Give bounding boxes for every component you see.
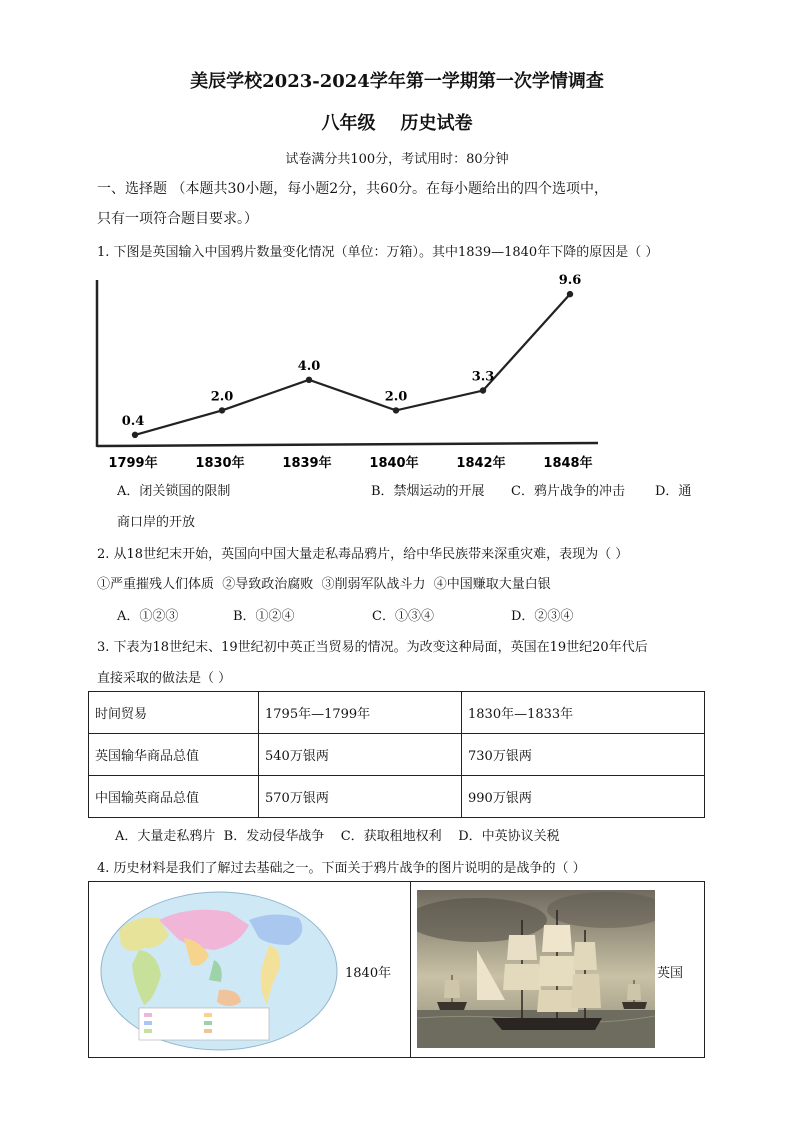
table-cell: 时间贸易 — [89, 692, 259, 734]
table-cell: 1830年—1833年 — [462, 692, 705, 734]
q2-stem: 2. 从18世纪末开始，英国向中国大量走私毒品鸦片，给中华民族带来深重灾难，表现为（ ） — [97, 547, 629, 562]
q2-option-c[interactable]: C．①③④ — [372, 609, 434, 624]
data-point — [132, 432, 138, 438]
section-heading-line2: 只有一项符合题目要求。） — [97, 211, 258, 227]
opium-line-chart — [90, 270, 610, 475]
q3-options[interactable]: A．大量走私鸦片 B．发动侵华战争 C．获取租地权利 D．中英协议关税 — [115, 829, 560, 844]
table-row — [89, 692, 705, 734]
data-label: 0.4 — [121, 413, 145, 429]
data-point — [480, 387, 486, 393]
trade-table — [88, 691, 705, 818]
data-label: 2.0 — [210, 389, 234, 405]
x-tick-label: 1799年 — [108, 456, 158, 471]
q2-option-a[interactable]: A．①②③ — [117, 609, 179, 624]
table-cell: 中国输英商品总值 — [89, 776, 259, 818]
q4-image-table — [88, 881, 705, 1058]
q1-option-b[interactable]: B．禁烟运动的开展 — [371, 484, 485, 499]
x-tick-label: 1842年 — [456, 456, 506, 471]
data-point — [306, 377, 312, 383]
q2-option-d[interactable]: D．②③④ — [511, 609, 574, 624]
table-cell: 英国输华商品总值 — [89, 734, 259, 776]
table-cell: 570万银两 — [259, 776, 462, 818]
grade-subject: 八年级 历史试卷 — [321, 113, 473, 134]
table-row — [89, 776, 705, 818]
sailing-ship-painting — [417, 890, 655, 1048]
q3-stem-line1: 3. 下表为18世纪末、19世纪初中英正当贸易的情况。为改变这种局面，英国在19世纪20年代后 — [97, 640, 648, 655]
x-tick-label: 1830年 — [195, 456, 245, 471]
data-point — [567, 291, 573, 297]
q2-option-b[interactable]: B．①②④ — [233, 609, 295, 624]
q2-items: ①严重摧残人们体质 ②导致政治腐败 ③削弱军队战斗力 ④中国赚取大量白银 — [97, 577, 551, 592]
q1-option-d-continued: 商口岸的开放 — [117, 515, 196, 530]
data-label: 2.0 — [384, 389, 408, 405]
table-cell: 1795年—1799年 — [259, 692, 462, 734]
data-point — [219, 407, 225, 413]
exam-title: 美辰学校2023-2024学年第一学期第一次学情调查 — [190, 71, 604, 92]
q4-stem: 4. 历史材料是我们了解过去基础之一。下面关于鸦片战争的图片说明的是战争的（ ） — [97, 861, 586, 876]
table-cell: 540万银两 — [259, 734, 462, 776]
table-cell: 990万银两 — [462, 776, 705, 818]
data-label: 9.6 — [558, 273, 582, 289]
data-label: 4.0 — [297, 358, 321, 374]
table-row — [89, 734, 705, 776]
series-line — [135, 294, 570, 435]
data-label: 3.3 — [471, 369, 495, 385]
section-heading-line1: 一、选择题 （本题共30小题，每小题2分，共60分。在每小题给出的四个选项中， — [97, 181, 608, 197]
data-point — [393, 407, 399, 413]
cell-divider — [410, 882, 411, 1057]
q1-option-d[interactable]: D．通 — [655, 484, 692, 499]
exam-info: 试卷满分共100分，考试用时：80分钟 — [285, 152, 509, 167]
image-label-britain: 英国 — [657, 966, 684, 981]
x-axis — [97, 443, 598, 446]
x-tick-label: 1839年 — [282, 456, 332, 471]
q1-option-a[interactable]: A．闭关锁国的限制 — [117, 484, 231, 499]
q3-stem-line2: 直接采取的做法是（ ） — [97, 671, 232, 686]
x-tick-label: 1848年 — [543, 456, 593, 471]
x-tick-label: 1840年 — [369, 456, 419, 471]
world-map-image — [99, 890, 339, 1053]
image-label-1840: 1840年 — [345, 966, 392, 981]
table-cell: 730万银两 — [462, 734, 705, 776]
q1-stem: 1. 下图是英国输入中国鸦片数量变化情况（单位：万箱）。其中1839—1840年下降的原因是（ ） — [97, 245, 659, 260]
q1-option-c[interactable]: C．鸦片战争的冲击 — [511, 484, 625, 499]
